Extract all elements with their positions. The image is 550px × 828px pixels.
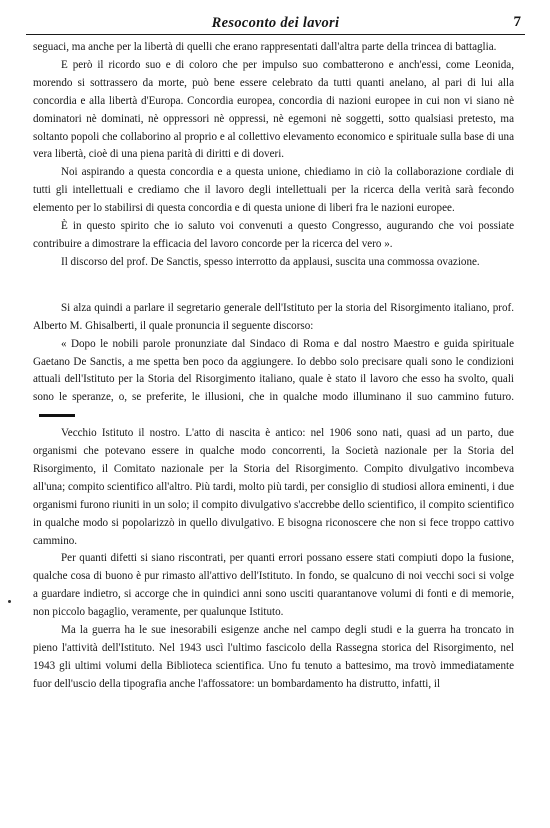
body-text (33, 39, 514, 694)
paragraph-ovazione: Il discorso del prof. De Sanctis, spesso interrotto da applausi, suscita una commossa ovazione. (61, 255, 480, 268)
paragraph-guerra: Ma la guerra ha le sue inesorabili esigenze anche nel campo degli studi e la guerra ha troncato in pieno l'attività dell'Istituto. Nel 1943 uscì l'ultimo fascicolo della Rassegna storica del Risorgimento, nel 1943 gli ultimi volumi della Biblioteca scientifica. Uno fu tenuto a battesimo, ma trovò immediatamente fuor dell'uscio della tipografia anche l'affossatore: un bombardamento ha distrutto, infatti, il (33, 624, 514, 690)
running-title: Resoconto dei lavori (211, 15, 340, 31)
paragraph-difetti: Per quanti difetti si siano riscontrati, per quanti errori possano essere stati compiuti dopo la fusione, qualche cosa di buono è pur rimasto all'attivo dell'Istituto. In fondo, se qualcuno di noi vecchi soci si volge a guardare indietro, si accorge che in quindici anni sono usciti quarantanove volumi di fonti e di memorie, non piccolo bagaglio, veramente, per qualunque Istituto. (33, 552, 514, 619)
paragraph-ghisalberti-intro: Si alza quindi a parlare il segretario generale dell'Istituto per la storia del Risorgimento italiano, prof. Alberto M. Ghisalberti, il quale pronuncia il seguente discorso: (33, 301, 514, 332)
speech-opening-text: « Dopo le nobili parole pronunziate dal Sindaco di Roma e dal nostro Maestro e guida spirituale Gaetano De Sanctis, a me spetta ben poco da aggiungere. Io debbo solo precisare quali sono le condizioni attuali dell'Istituto per la Storia del Risorgimento italiano, quale è stato il lavoro che esso ha svolto, quali sono le speranze, o, se preferite, le illusioni, che in qualche modo illuminano il suo cammino futuro. (33, 337, 514, 404)
paragraph-speech-opening (33, 336, 514, 426)
ink-underline-mark (39, 414, 75, 417)
page-number: 7 (513, 14, 521, 30)
paragraph-vecchio-istituto: Vecchio Istituto il nostro. L'atto di nascita è antico: nel 1906 sono nati, quasi ad un parto, due organismi che potevano essere in qualche modo concorrenti, la Società nazionale per la Storia del Risorgimento, il Comitato nazionale per la Storia del Risorgimento. Compito divulgativo incombeva all'una; compito scientifico all'altro. Più tardi, molto più tardi, per consiglio di studiosi allora eminenti, i due organismi furono riuniti in un solo; il compito divulgativo s'accrebbe dello scientifico, il compito scientifico in qualche modo si popolarizzò in quello divulgativo. E bisogna riconoscere che non si fece troppo cattivo cammino. (33, 427, 514, 547)
margin-speck (8, 600, 11, 603)
paragraph-leonida: E però il ricordo suo e di coloro che per impulso suo combatterono e anch'essi, come Leonida, morendo si sottrassero da morte, può bene essere celebrato da tutti quanti anelano, al pari di lui alla concordia e alla libertà d'Europa. Concordia europea, concordia di nazioni europee in cui non vi siano nè dominatori nè dominati, nè oppressori nè oppressi, nè egemoni nè soggetti, sotto qualsiasi pretesto, ma soltanto popoli che collaborino al proprio e al collettivo elevamento economico e spirituale sulla base di una vera libertà, cioè di una piena parità di diritti e di doveri. (33, 58, 514, 161)
paragraph-continuation: seguaci, ma anche per la libertà di quelli che erano rappresentati dall'altra parte della trincea di battaglia. (33, 41, 497, 53)
paragraph-concordia: Noi aspirando a questa concordia e a questa unione, chiediamo in ciò la collaborazione cordiale di tutti gli intellettuali e crediamo che il lavoro degli intellettuali per la ricerca della verità sarà fecondo elemento per lo stabilirsi di questa concordia e di questa unione di liberi fra le nazioni europee. (33, 166, 514, 215)
paragraph-saluto: È in questo spirito che io saluto voi convenuti a questo Congresso, augurando che voi possiate contribuire a dimostrare la efficacia del lavoro concorde per la ricerca del vero ». (33, 220, 514, 250)
running-header (26, 10, 525, 35)
